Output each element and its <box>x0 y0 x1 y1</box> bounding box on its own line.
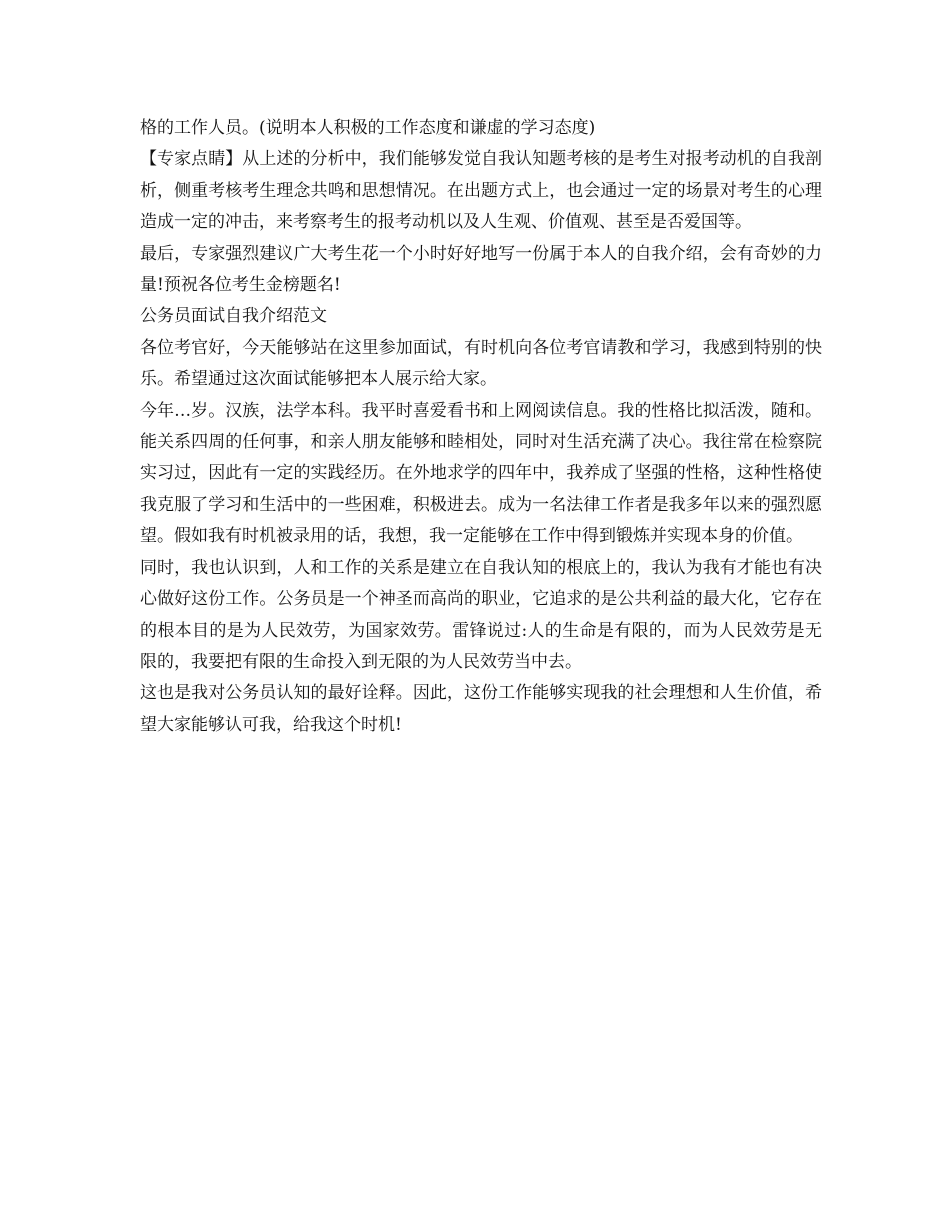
paragraph-recommendation: 最后，专家强烈建议广大考生花一个小时好好地写一份属于本人的自我介绍，会有奇妙的力量!预祝各位考生金榜题名! <box>140 243 822 296</box>
paragraph-self-background: 今年…岁。汉族，法学本科。我平时喜爱看书和上网阅读信息。我的性格比拟活泼，随和。能关系四周的任何事，和亲人朋友能够和睦相处，同时对生活充满了决心。我往常在检察院实习过，因此有一定的实践经历。在外地求学的四年中，我养成了坚强的性格，这种性格使我克服了学习和生活中的一些困难，积极进去。成为一名法律工作者是我多年以来的强烈愿望。假如我有时机被录用的话，我想，我一定能够在工作中得到锻炼并实现本身的价值。 <box>140 400 822 547</box>
section-heading: 公务员面试自我介绍范文 <box>140 306 327 327</box>
paragraph-greeting: 各位考官好，今天能够站在这里参加面试，有时机向各位考官请教和学习，我感到特别的快乐。希望通过这次面试能够把本人展示给大家。 <box>140 337 822 390</box>
document-page <box>140 113 822 741</box>
paragraph-job-understanding: 同时，我也认识到，人和工作的关系是建立在自我认知的根底上的，我认为我有才能也有决心做好这份工作。公务员是一个神圣而高尚的职业，它追求的是公共利益的最大化，它存在的根本目的是为人民效劳，为国家效劳。雷锋说过:人的生命是有限的，而为人民效劳是无限的，我要把有限的生命投入到无限的为人民效劳当中去。 <box>140 557 822 672</box>
paragraph-expert-comment: 【专家点睛】从上述的分析中，我们能够发觉自我认知题考核的是考生对报考动机的自我剖析，侧重考核考生理念共鸣和思想情况。在出题方式上，也会通过一定的场景对考生的心理造成一定的冲击，来考察考生的报考动机以及人生观、价值观、甚至是否爱国等。 <box>140 149 822 233</box>
paragraph-continuation: 格的工作人员。(说明本人积极的工作态度和谦虚的学习态度) <box>140 118 596 138</box>
paragraph-conclusion: 这也是我对公务员认知的最好诠释。因此，这份工作能够实现我的社会理想和人生价值，希望大家能够认可我，给我这个时机! <box>140 683 822 735</box>
